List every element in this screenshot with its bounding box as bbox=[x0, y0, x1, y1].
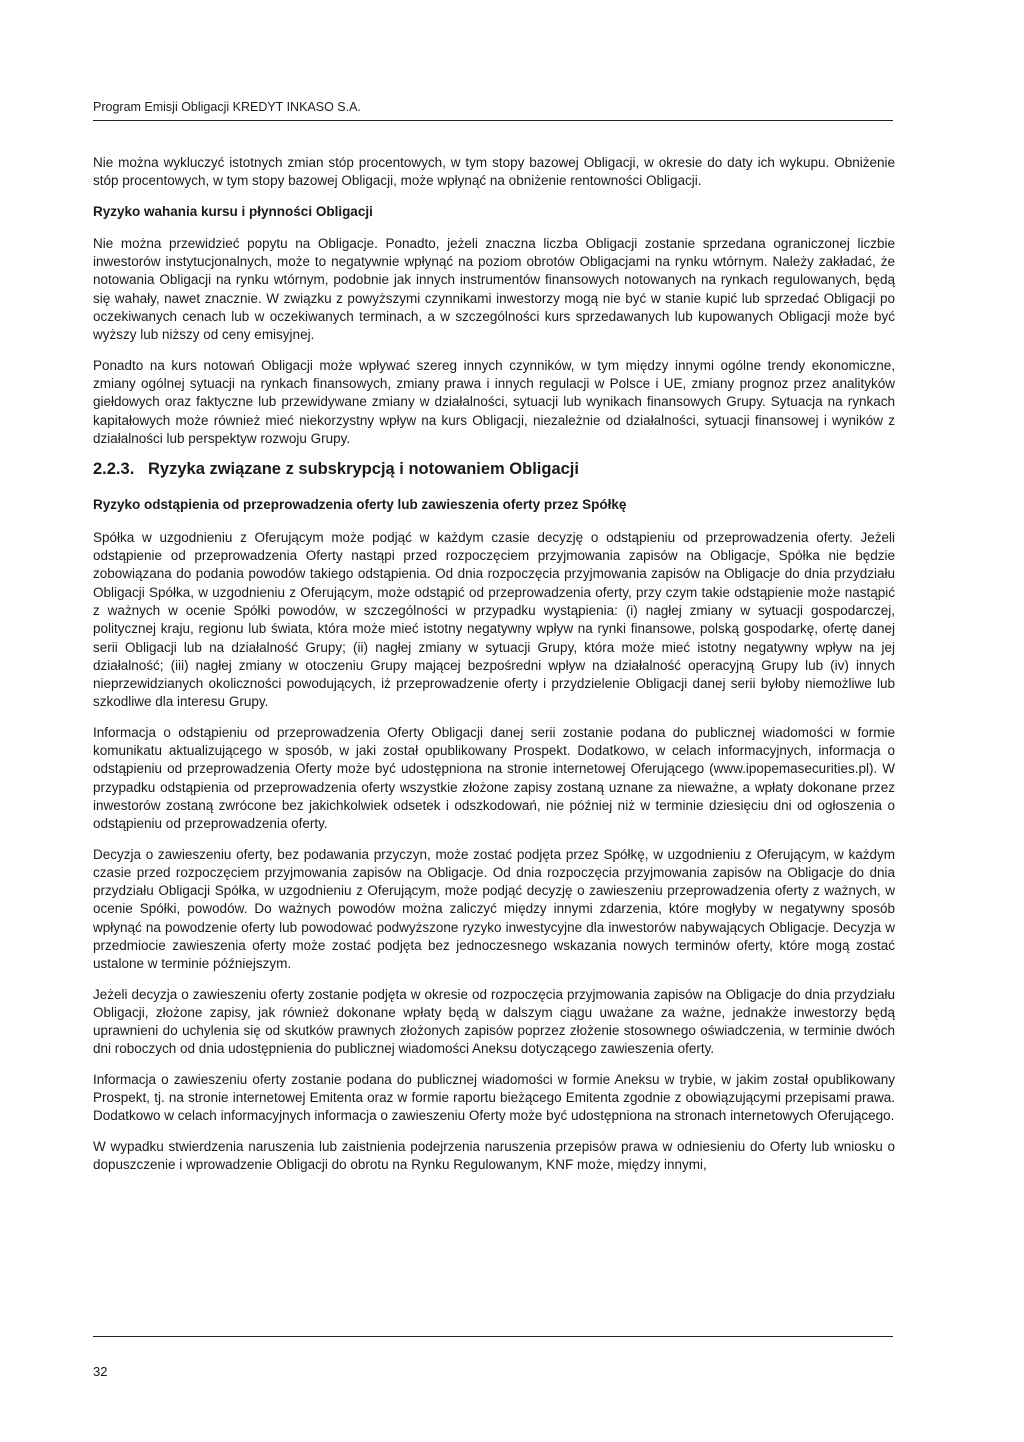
paragraph-withdrawal-info: Informacja o odstąpieniu od przeprowadzenia Oferty Obligacji danej serii zostanie podana do publicznej wiadomości w formie komunikatu aktualizującego w sposób, w jaki został opublikowany Prospekt. Dodatkowo, w celach informacyjnych, informacja o odstąpieniu od przeprowadzenia Oferty może być udostępniona na stronie internetowej Oferującego (www.ipopemasecurities.pl). W przypadku odstąpienia od przeprowadzenia oferty wszystkie złożone zapisy zostaną uznane za nieważne, a wpłaty dokonane przez inwestorów zostaną zwrócone bez jakichkolwiek odsetek i odszkodowań, nie później niż w terminie dziesięciu dni od ogłoszenia o odstąpieniu od przeprowadzenia oferty. bbox=[93, 724, 895, 832]
paragraph-suspension-info: Informacja o zawieszeniu oferty zostanie podana do publicznej wiadomości w formie Aneksu w trybie, w jakim został opublikowany Prospekt, tj. na stronie internetowej Emitenta oraz w formie raportu bieżącego Emitenta zgodnie z obowiązującymi przepisami prawa. Dodatkowo w celach informacyjnych informacja o zawieszeniu Oferty może być udostępniona na stronach internetowych Oferującego. bbox=[93, 1071, 895, 1124]
paragraph-suspension: Decyzja o zawieszeniu oferty, bez podawania przyczyn, może zostać podjęta przez Spółkę, w uzgodnieniu z Oferującym, w każdym czasie przed rozpoczęciem przyjmowania zapisów na Obligacje. Od dnia rozpoczęcia przyjmowania zapisów na Obligacje do dnia przydziału Obligacji Spółka, w uzgodnieniu z Oferującym, może podjąć decyzję o zawieszeniu przeprowadzenia oferty z ważnych, w ocenie Spółki, powodów. Do ważnych powodów można zaliczyć między innymi zdarzenia, które mogłyby w negatywny sposób wpłynąć na powodzenie oferty lub powodować podwyższone ryzyko inwestycyjne dla inwestorów nabywających Obligacje. Decyzja w przedmiocie zawieszenia oferty może zostać podjęta bez jednoczesnego wskazania nowych terminów oferty, które mogą zostać ustalone w terminie późniejszym. bbox=[93, 846, 895, 972]
document-body bbox=[93, 154, 895, 1186]
section-number: 2.2.3. bbox=[93, 460, 135, 479]
footer-rule bbox=[93, 1336, 893, 1337]
header-rule bbox=[93, 120, 893, 121]
heading-withdrawal-risk: Ryzyko odstąpienia od przeprowadzenia oferty lub zawieszenia oferty przez Spółkę bbox=[93, 497, 627, 513]
paragraph-withdrawal: Spółka w uzgodnieniu z Oferującym może podjąć w każdym czasie decyzję o odstąpieniu od przeprowadzenia oferty. Jeżeli odstąpienie od przeprowadzenia Oferty nastąpi przed rozpoczęciem przyjmowania zapisów na Obligacje, Spółka nie będzie zobowiązana do podania powodów takiego odstąpienia. Od dnia rozpoczęcia przyjmowania zapisów na Obligacje do dnia przydziału Obligacji Spółka, w uzgodnieniu z Oferującym, może odstąpić od przeprowadzenia oferty, przy czym takie odstąpienie może nastąpić z ważnych w ocenie Spółki powodów, w szczególności w przypadku wystąpienia: (i) nagłej zmiany w sytuacji gospodarczej, politycznej kraju, regionu lub świata, która może mieć istotny negatywny wpływ na rynki finansowe, polską gospodarkę, ofertę danej serii Obligacji lub na działalność Grupy; (ii) nagłej zmiany w sytuacji Grupy, która może mieć istotny negatywny wpływ na jej działalność; (iii) nagłej zmiany w otoczeniu Grupy mającej bezpośredni wpływ na działalność operacyjną Grupy lub (iv) innych nieprzewidzianych okoliczności powodujących, iż przeprowadzenie oferty i przydzielenie Obligacji danej serii byłoby niemożliwe lub szkodliwe dla interesu Grupy. bbox=[93, 529, 895, 710]
section-title: Ryzyka związane z subskrypcją i notowaniem Obligacji bbox=[148, 460, 579, 479]
paragraph-suspension-effects: Jeżeli decyzja o zawieszeniu oferty zostanie podjęta w okresie od rozpoczęcia przyjmowania zapisów na Obligacje do dnia przydziału Obligacji, złożone zapisy, jak również dokonane wpłaty będą w dalszym ciągu uważane za ważne, jednakże inwestorzy będą uprawnieni do uchylenia się od skutków prawnych złożonych zapisów poprzez złożenie stosownego oświadczenia, w terminie dwóch dni roboczych od dnia udostępnienia do publicznej wiadomości Aneksu dotyczącego zawieszenia oferty. bbox=[93, 986, 895, 1057]
page-number: 32 bbox=[93, 1364, 108, 1379]
section-heading bbox=[93, 460, 895, 478]
paragraph-knf: W wypadku stwierdzenia naruszenia lub zaistnienia podejrzenia naruszenia przepisów prawa w odniesieniu do Oferty lub wniosku o dopuszczenie i wprowadzenie Obligacji do obrotu na Rynku Regulowanym, KNF może, między innymi, bbox=[93, 1138, 895, 1172]
running-header: Program Emisji Obligacji KREDYT INKASO S.A. bbox=[93, 100, 361, 114]
heading-liquidity-risk: Ryzyko wahania kursu i płynności Obligacji bbox=[93, 203, 373, 219]
paragraph-demand: Nie można przewidzieć popytu na Obligacje. Ponadto, jeżeli znaczna liczba Obligacji zostanie sprzedana ograniczonej liczbie inwestorów instytucjonalnych, może to negatywnie wpłynąć na poziom obrotów Obligacjami na rynku wtórnym. Należy zakładać, że notowania Obligacji na rynku wtórnym, podobnie jak innych instrumentów finansowych notowanych na rynkach regulowanych, będą się wahały, nawet znacznie. W związku z powyższymi czynnikami inwestorzy mogą nie być w stanie kupić lub sprzedać Obligacji po oczekiwanych cenach lub w oczekiwanych terminach, a w szczególności kurs sprzedawanych lub kupowanych Obligacji może być wyższy lub niższy od ceny emisyjnej. bbox=[93, 235, 895, 343]
paragraph-interest-rates: Nie można wykluczyć istotnych zmian stóp procentowych, w tym stopy bazowej Obligacji, w okresie do daty ich wykupu. Obniżenie stóp procentowych, w tym stopy bazowej Obligacji, może wpłynąć na obniżenie rentowności Obligacji. bbox=[93, 155, 895, 189]
paragraph-price-factors: Ponadto na kurs notowań Obligacji może wpływać szereg innych czynników, w tym między innymi ogólne trendy ekonomiczne, zmiany ogólnej sytuacji na rynkach finansowych, zmiany prawa i innych regulacji w Polsce i UE, zmiany prognoz przez analityków giełdowych oraz faktyczne lub przewidywane zmiany w działalności, sytuacji lub wynikach finansowych Grupy. Sytuacja na rynkach kapitałowych może również mieć niekorzystny wpływ na kurs Obligacji, niezależnie od działalności, sytuacji finansowej i wyników z działalności lub perspektyw rozwoju Grupy. bbox=[93, 357, 895, 446]
